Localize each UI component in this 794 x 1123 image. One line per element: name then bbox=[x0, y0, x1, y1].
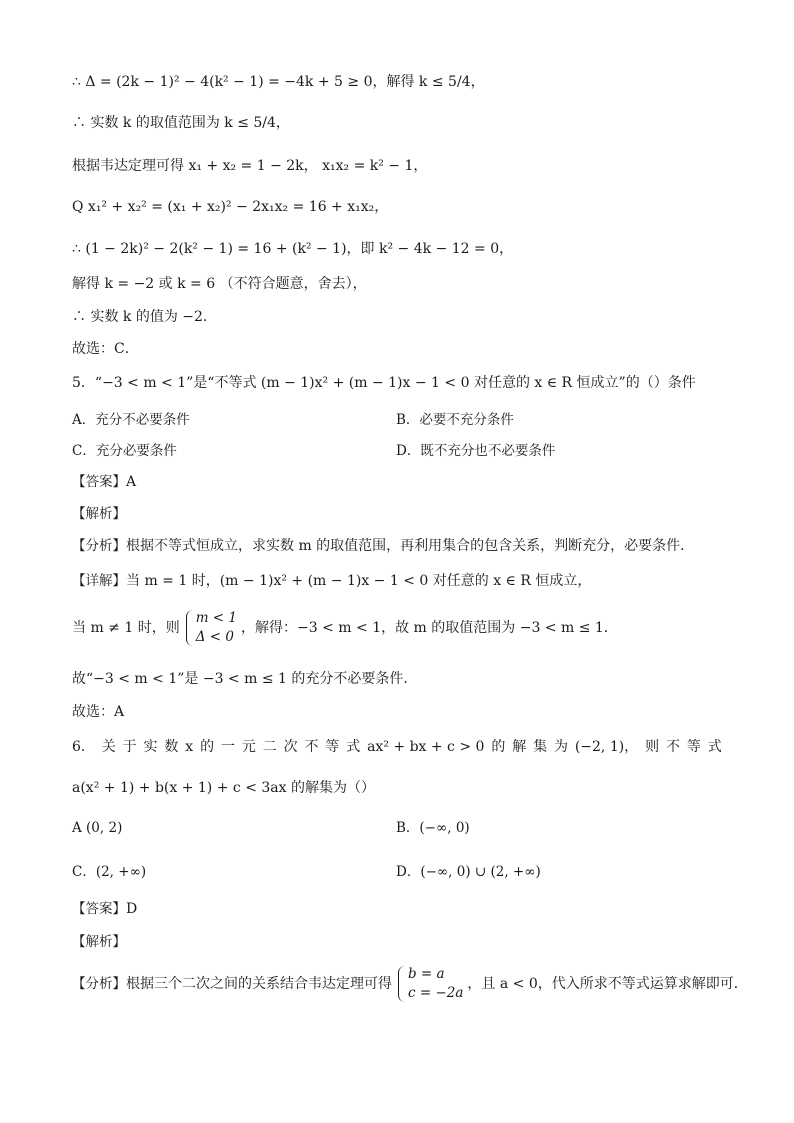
xiangjie-text: 当 m = 1 时，(m − 1)x² + (m − 1)x − 1 < 0 对任意的 x ∈ R 恒成立， bbox=[126, 573, 592, 589]
question-6-stem-token: 一 bbox=[220, 739, 235, 755]
question-6-stem-token: 则 bbox=[645, 739, 660, 755]
question-5-answer-row bbox=[72, 472, 136, 492]
solution-line-roots: 解得 k = −2 或 k = 6 （不符合题意，舍去）， bbox=[72, 276, 367, 292]
answer-tag: 【答案】 bbox=[72, 474, 126, 490]
question-6-stem-token: 实 bbox=[143, 739, 158, 755]
question-6-option-b: B．(−∞, 0) bbox=[396, 820, 470, 836]
question-6-stem-token: 6． bbox=[72, 739, 95, 755]
solution-line-sum-squares: Q x₁² + x₂² = (x₁ + x₂)² − 2x₁x₂ = 16 + x₁x₂， bbox=[72, 199, 389, 215]
question-6-option-c: C．(2, +∞) bbox=[72, 864, 147, 880]
solution-line-choice: 故选：C． bbox=[72, 341, 139, 357]
question-6-stem-token: ax² + bx + c > 0 bbox=[367, 739, 485, 755]
question-6-stem-token: 为 bbox=[553, 739, 568, 755]
question-6-stem-token: (−2, 1)， bbox=[574, 739, 639, 755]
question-5-choice: 故选：A bbox=[72, 704, 125, 720]
question-6-stem-token: 次 bbox=[283, 739, 298, 755]
fenxi-tag: 【分析】 bbox=[72, 976, 126, 992]
answer-value: A bbox=[126, 474, 137, 490]
analysis-tag: 【解析】 bbox=[72, 934, 126, 950]
question-6-stem-token: 集 bbox=[533, 739, 548, 755]
question-6-stem-token: 元 bbox=[241, 739, 256, 755]
solution-line-k-range: ∴ 实数 k 的取值范围为 k ≤ 5/4， bbox=[72, 115, 290, 131]
question-5-option-a: A．充分不必要条件 bbox=[72, 412, 190, 428]
fenxi-suffix: ，且 a < 0，代入所求不等式运算求解即可． bbox=[467, 976, 748, 992]
question-6-answer-row bbox=[72, 899, 137, 919]
question-6-option-a: A (0, 2) bbox=[72, 820, 123, 836]
question-6-stem-token: 数 bbox=[164, 739, 179, 755]
question-6-stem-token: 的 bbox=[200, 739, 215, 755]
question-6-stem-token: 不 bbox=[665, 739, 680, 755]
question-5-analysis-tag bbox=[72, 504, 126, 524]
question-6-stem-token: 不 bbox=[304, 739, 319, 755]
question-6-fenxi-row bbox=[72, 962, 748, 1006]
solution-line-k-value: ∴ 实数 k 的值为 −2． bbox=[72, 309, 217, 325]
question-6-stem-line-2: a(x² + 1) + b(x + 1) + c < 3ax 的解集为（） bbox=[72, 780, 375, 796]
question-6-stem-token: 二 bbox=[262, 739, 277, 755]
fenxi-system-line-2: c = −2a bbox=[408, 985, 464, 1001]
fenxi-equation-system bbox=[396, 965, 463, 1003]
case-prefix: 当 m ≠ 1 时，则 bbox=[72, 620, 180, 636]
question-6-stem-token: 于 bbox=[122, 739, 137, 755]
solution-line-vieta: 根据韦达定理可得 x₁ + x₂ = 1 − 2k， x₁x₂ = k² − 1， bbox=[72, 158, 428, 174]
question-5-option-b: B．必要不充分条件 bbox=[396, 412, 514, 428]
question-6-stem-token: 解 bbox=[512, 739, 527, 755]
analysis-tag: 【解析】 bbox=[72, 506, 126, 522]
case-equation-system bbox=[184, 609, 237, 647]
question-6-stem-token: 式 bbox=[346, 739, 361, 755]
question-6-stem-token: x bbox=[185, 739, 194, 755]
question-6-stem-token: 的 bbox=[491, 739, 506, 755]
fenxi-system-line-1: b = a bbox=[408, 966, 445, 982]
answer-value: D bbox=[126, 901, 138, 917]
question-5-option-c: C．充分必要条件 bbox=[72, 443, 177, 459]
question-6-stem-token: 等 bbox=[686, 739, 701, 755]
fenxi-text: 根据不等式恒成立，求实数 m 的取值范围，再利用集合的包含关系，判断充分，必要条件． bbox=[126, 538, 695, 554]
question-5-conclusion: 故“−3 < m < 1”是 −3 < m ≤ 1 的充分不必要条件． bbox=[72, 671, 418, 687]
question-5-stem: 5．“−3 < m < 1”是“不等式 (m − 1)x² + (m − 1)x − 1 < 0 对任意的 x ∈ R 恒成立”的（）条件 bbox=[72, 375, 696, 391]
question-5-fenxi-row bbox=[72, 536, 694, 556]
case-system-line-2: Δ < 0 bbox=[195, 629, 234, 645]
case-suffix: ，解得：−3 < m < 1，故 m 的取值范围为 −3 < m ≤ 1． bbox=[241, 620, 618, 636]
question-6-analysis-tag bbox=[72, 932, 126, 952]
question-6-stem-line-1 bbox=[72, 737, 722, 757]
question-5-xiangjie-row bbox=[72, 571, 591, 591]
question-6-stem-token: 式 bbox=[707, 739, 722, 755]
question-6-stem-token: 等 bbox=[325, 739, 340, 755]
answer-tag: 【答案】 bbox=[72, 901, 126, 917]
fenxi-tag: 【分析】 bbox=[72, 538, 126, 554]
xiangjie-tag: 【详解】 bbox=[72, 573, 126, 589]
question-5-case-row bbox=[72, 606, 618, 650]
question-6-option-d: D．(−∞, 0) ∪ (2, +∞) bbox=[396, 864, 541, 880]
solution-line-discriminant: ∴ Δ = (2k − 1)² − 4(k² − 1) = −4k + 5 ≥ 0，解得 k ≤ 5/4， bbox=[72, 74, 485, 90]
fenxi-prefix: 根据三个二次之间的关系结合韦达定理可得 bbox=[126, 976, 392, 992]
case-system-line-1: m < 1 bbox=[195, 610, 238, 626]
question-5-option-d: D．既不充分也不必要条件 bbox=[396, 443, 556, 459]
question-6-stem-token: 关 bbox=[101, 739, 116, 755]
solution-line-equation: ∴ (1 − 2k)² − 2(k² − 1) = 16 + (k² − 1)，即 k² − 4k − 12 = 0， bbox=[72, 241, 514, 257]
